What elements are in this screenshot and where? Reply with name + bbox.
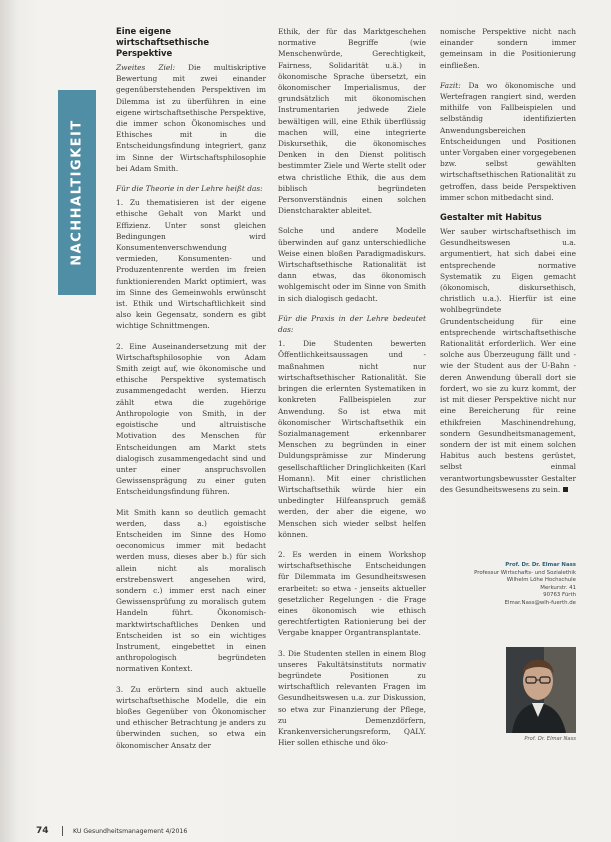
- paragraph: 1. Zu thematisieren ist der eigene ethische Gehalt von Markt und Effizienz. Unter sonst gleichen Bedingungen wird Konsumentenverschwendung vermieden, Konsumenten- und Produzentenrente werden im freien funktionierenden Markt optimiert, was im Sinne des Gemeinwohls erwünscht ist. Ethik und Wirtschaftlichkeit sind also kein Gegensatz, sondern es gibt wichtige Schnittmengen.: [116, 198, 266, 331]
- paragraph-text: Wer sauber wirtschaftsethisch im Gesundheitswesen u.a. argumentiert, hat sich dabei eine entsprechende normative Systematik zu Eigen gemacht (ökonomisch, diskursethisch, christlich u.a.). Hierfür ist eine wohlbegründete Grundentscheidung für eine entsprechende wirtschaftsethische Rationalität erforderlich. Wer eine solche aus Überzeugung fällt und - wie der Student aus der U-Bahn - deren Anwendung überall dort sie fordert, wo sie zu kurz kommt, der ist mit dieser Perspektive nicht nur eine Bereicherung für reine ethikfreien Maschinendrehung, sondern Gesundheitsmanagement, sondern der ist mit einem solchen Habitus auch bestens gerüstet, selbst einmal verantwortungsbewusster Gestalter des Gesundheitswesens zu sein.: [440, 227, 576, 494]
- portrait-icon: [506, 647, 576, 733]
- author-name: Prof. Dr. Dr. Elmar Nass: [505, 562, 576, 568]
- author-photo: [506, 647, 576, 733]
- journal-name: KU Gesundheitsmanagement 4/2016: [73, 827, 188, 835]
- paragraph-text: Die multiskriptive Bewertung mit zwei einander gegenüberstehenden Perspektiven im Dilemma ist zu überführen in eine eigene wirtschaftsethische Perspektive, die immer schon Ökonomisches und Ethisches mit in die Entscheidungsfindung integriert, ganz im Sinne der Wirtschaftsphilosophie bei Adam Smith.: [116, 63, 266, 173]
- paragraph: 2. Es werden in einem Workshop wirtschaftsethische Entscheidungen für Dilemmata im Gesundheitswesen erarbeitet: so etwa - jenseits aktueller gesetzlicher Regelungen - die Frage eines ökonomisch wie ethisch gerechtfertigten Rationierung bei der Vergabe knapper Organtransplantate.: [278, 549, 426, 638]
- lead-in: Zweites Ziel:: [116, 63, 176, 72]
- section-label-text: NACHHALTIGKEIT: [69, 119, 85, 266]
- section-heading: Eine eigene wirtschaftsethische Perspektive: [116, 26, 210, 58]
- paragraph: 2. Eine Auseinandersetzung mit der Wirtschaftsphilosophie von Adam Smith zeigt auf, wie ökonomische und ethische Perspektive systematisch zusammengedacht werden. Hierzu zählt etwa die zugehörige Anthropologie von Smith, in der egoistische und altruistische Motivation des Menschen für Entscheidungen am Markt stets dialogisch zusammengedacht sind und unter einer anspruchsvollen Gewissensprägung zu einer guten Entscheidungsfindung führen.: [116, 341, 266, 497]
- section-heading: Gestalter mit Habitus: [440, 212, 542, 223]
- paragraph: 3. Zu erörtern sind auch aktuelle wirtschaftsethische Modelle, die ein bloßes Gegenüber von Ökonomischer und ethischer Betrachtung je anders zu überwinden suchen, so etwa ein ökonomischer Ansatz der: [116, 684, 266, 750]
- paragraph: nomische Perspektive nicht nach einander sondern immer gemeinsam in die Positionierung einfließen.: [440, 27, 576, 70]
- subheading: Für die Praxis in der Lehre bedeutet das:: [278, 313, 426, 335]
- author-info: [450, 562, 576, 608]
- end-mark-icon: [563, 487, 568, 492]
- author-line: 90763 Fürth: [543, 592, 576, 599]
- subheading: Für die Theorie in der Lehre heißt das:: [116, 184, 263, 194]
- lead-in: Fazit:: [440, 80, 461, 90]
- paragraph: Solche und andere Modelle überwinden auf ganz unterschiedliche Weise einen bloßen Paradigmadiskurs. Wirtschaftsethische Rationalität ist dann etwas, das ökonomisch wohlgemischt oder im Sinne von Smith in sich dialogisch gedacht.: [278, 226, 426, 303]
- paragraph: [440, 80, 576, 203]
- photo-caption: Prof. Dr. Elmar Nass: [524, 736, 576, 742]
- author-line: Merkurstr. 41: [540, 584, 576, 591]
- paragraph: 1. Die Studenten bewerten Öffentlichkeitsaussagen und -maßnahmen nicht nur wirtschaftsethischer Rationalität. Sie bringen die erlernten Systematiken in konkreten Fallbeispielen zur Anwendung. So ist etwa mit ökonomischer Wirtschaftsethik ein Sozialmanagement erkennbarer Menschen zu begründen in einer Duldungsprämisse zur Minderung gesellschaftlicher Dringlichkeiten (Karl Homann). Mit einer christlichen Wirtschaftsethik würde hier ein unbedingter Hilfeanspruch gemäß werden, der aber die eigene, wo Menschen sich wieder selbst helfen können.: [278, 339, 427, 539]
- page-number: 74: [36, 826, 49, 836]
- page-footer: [36, 825, 436, 837]
- paragraph: Ethik, der für das Marktgeschehen normative Begriffe (wie Menschenwürde, Gerechtigkeit, Fairness, Solidarität u.ä.) in ökonomische Sprache übersetzt, ein ökonomischer Imperialismus, der grundsätzlich mit ökonomischen Instrumentarien jedwede Ziele bewältigen will, eine Ethik überflüssig machen will, eine integrierte Diskursethik, die ökonomisches Denken in den Dienst politisch bestimmter Ziele und Werte stellt oder etwa christliche Ethik, die aus dem biblisch begründeten Personverständnis einen solchen Dienstcharakter ableitet.: [278, 27, 426, 216]
- paragraph: [116, 62, 266, 174]
- author-email: Elmar.Nass@wlh-fuerth.de: [504, 599, 576, 606]
- text-column-1: [116, 26, 266, 760]
- author-line: Wilhelm Löhe Hochschule: [506, 577, 576, 584]
- text-column-3: [440, 26, 576, 504]
- author-line: Professur Wirtschafts- und Sozialethik: [474, 569, 576, 576]
- footer-divider: [62, 826, 63, 836]
- paragraph: Mit Smith kann so deutlich gemacht werden, dass a.) egoistische Entscheiden im Sinne des Homo oeconomicus immer mit bedacht werden muss, dieses aber b.) für sich allein nicht als moralisch erstrebenswert angesehen wird, sondern c.) immer erst nach einer Gewissensprüfung zu moralisch gutem Handeln führt. Ökonomisch-marktwirtschaftliches Denken und Entscheiden ist so ein wichtiges Instrument, eingebettet in einen anthropologisch begründeten normativen Kontext.: [116, 507, 266, 674]
- paragraph: [440, 226, 576, 495]
- section-label: [58, 90, 96, 295]
- text-column-2: [278, 26, 426, 757]
- paragraph-text: Da wo ökonomische und Wertefragen rangiert sind, werden mithilfe von Fallbeispielen und selbständig identifizierten Anwendungsbereichen Entscheidungen und Positionen unter Vorgaben einer vorgegebenen bzw. selbst gewählten wirtschaftsethischen Rationalität zu getroffen, dass beide Perspektiven immer schon mitbedacht sind.: [440, 80, 576, 202]
- paragraph: 3. Die Studenten stellen in einem Blog unseres Fakultätsinstituts normativ begründete Positionen zu wirtschaftlich relevanten Fragen im Gesundheitswesen u.a. zur Diskussion, so etwa zur Finanzierung der Pflege, zu Demenzdörfern, Krankenversicherungsreform, QALY. Hier sollen ethische und öko-: [278, 648, 426, 748]
